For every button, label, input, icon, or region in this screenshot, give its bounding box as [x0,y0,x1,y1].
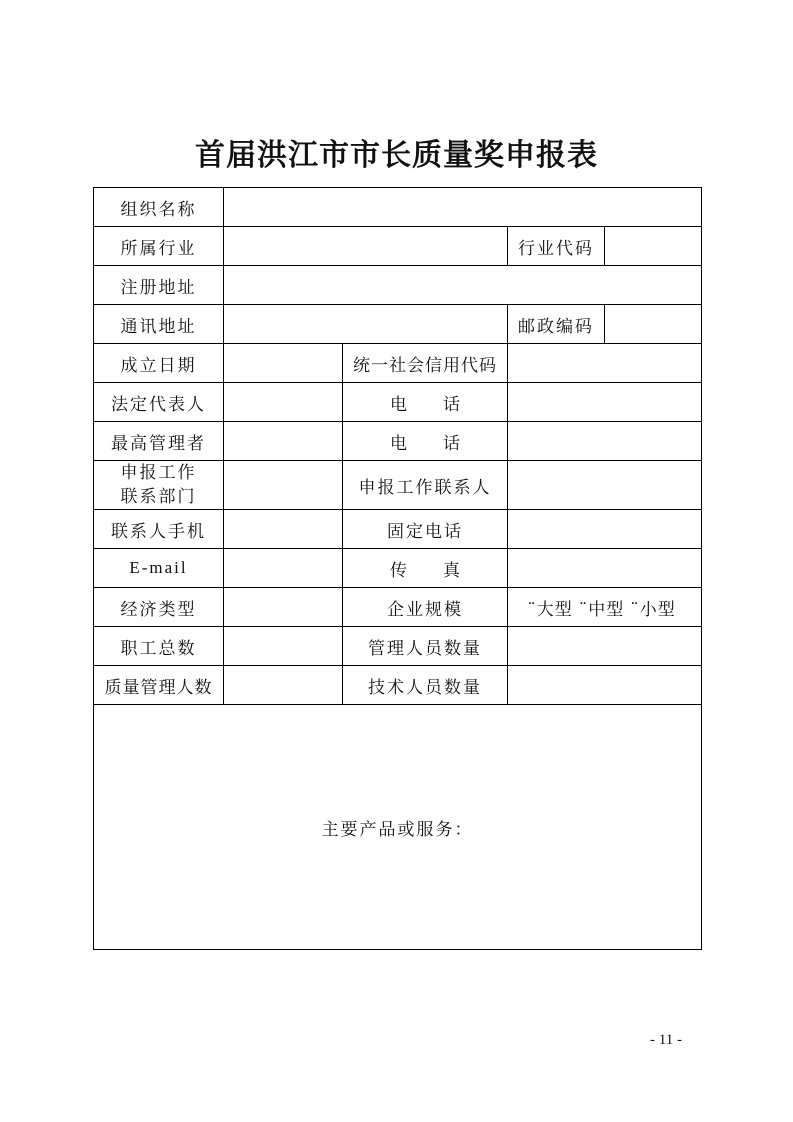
label-char: 话 [443,394,460,415]
application-form-table [93,187,702,950]
products-services-area[interactable] [94,705,702,950]
label-top-manager-phone [343,422,508,461]
label-char: 电 [390,394,407,415]
table-row [94,266,702,305]
label-line: 申报工作 [120,463,197,483]
table-row [94,461,702,510]
label-econ-type: 经济类型 [94,588,224,627]
table-row [94,627,702,666]
table-row [94,227,702,266]
label-char: 话 [443,433,460,454]
table-row [94,305,702,344]
label-contact-person: 申报工作联系人 [343,461,508,510]
label-reg-address: 注册地址 [94,266,224,305]
input-quality-staff[interactable] [224,666,343,705]
table-row [94,666,702,705]
table-row [94,588,702,627]
input-staff-total[interactable] [224,627,343,666]
table-row [94,422,702,461]
form-title: 首届洪江市市长质量奖申报表 [195,138,598,173]
label-contact-dept [94,461,224,510]
table-row [94,549,702,588]
label-mail-address: 通讯地址 [94,305,224,344]
input-legal-rep-phone[interactable] [508,383,702,422]
label-top-manager: 最高管理者 [94,422,224,461]
input-managers-count[interactable] [508,627,702,666]
input-tech-staff[interactable] [508,666,702,705]
input-contact-person[interactable] [508,461,702,510]
input-fax[interactable] [508,549,702,588]
input-industry-code[interactable] [605,227,702,266]
label-managers-count: 管理人员数量 [343,627,508,666]
enterprise-scale-options [508,588,702,627]
input-top-manager[interactable] [224,422,343,461]
label-ent-scale: 企业规模 [343,588,508,627]
scale-option-medium[interactable]: ¨中型 [578,599,625,620]
input-industry[interactable] [224,227,508,266]
input-legal-rep[interactable] [224,383,343,422]
input-contact-mobile[interactable] [224,510,343,549]
label-postal-code: 邮政编码 [508,305,605,344]
label-email: E-mail [94,549,224,588]
page-number: - 11 - [650,1032,682,1048]
label-legal-rep: 法定代表人 [94,383,224,422]
table-row [94,383,702,422]
input-credit-code[interactable] [508,344,702,383]
label-products: 主要产品或服务： [321,819,474,840]
label-char: 电 [390,433,407,454]
input-org-name[interactable] [224,188,702,227]
input-contact-dept[interactable] [224,461,343,510]
input-email[interactable] [224,549,343,588]
label-industry-code: 行业代码 [508,227,605,266]
input-postal-code[interactable] [605,305,702,344]
table-row [94,705,702,950]
input-mail-address[interactable] [224,305,508,344]
label-fixed-phone: 固定电话 [343,510,508,549]
input-fixed-phone[interactable] [508,510,702,549]
label-tech-staff: 技术人员数量 [343,666,508,705]
scale-option-large[interactable]: ¨大型 [527,599,573,620]
label-industry: 所属行业 [94,227,224,266]
input-econ-type[interactable] [224,588,343,627]
scale-option-small[interactable]: ¨小型 [630,599,676,620]
table-row [94,344,702,383]
label-fax [343,549,508,588]
label-char: 传 [390,560,407,581]
label-legal-rep-phone [343,383,508,422]
table-row [94,188,702,227]
input-top-manager-phone[interactable] [508,422,702,461]
label-line: 联系部门 [120,487,197,507]
table-row [94,510,702,549]
label-credit-code: 统一社会信用代码 [343,344,508,383]
input-reg-address[interactable] [224,266,702,305]
label-contact-mobile: 联系人手机 [94,510,224,549]
label-char: 真 [443,560,460,581]
input-founded-date[interactable] [224,344,343,383]
label-staff-total: 职工总数 [94,627,224,666]
label-org-name: 组织名称 [94,188,224,227]
label-founded-date: 成立日期 [94,344,224,383]
label-quality-staff: 质量管理人数 [94,666,224,705]
